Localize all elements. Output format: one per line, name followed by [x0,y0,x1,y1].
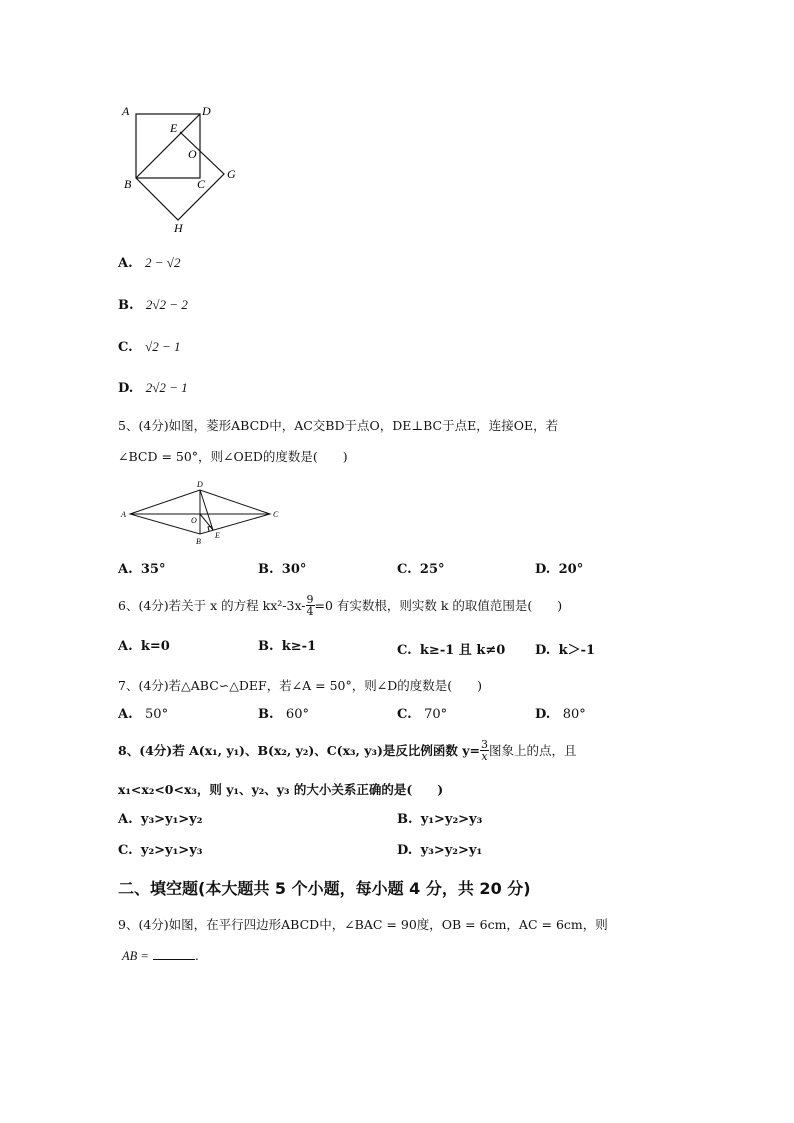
option-letter: B. [118,298,134,313]
square-begh [136,132,224,220]
label-c: C [197,177,206,191]
option-letter: C. [118,843,133,858]
q4-option-c-text: √2 − 1 [145,339,181,354]
q6-option-a-text: k=0 [140,639,170,654]
q4-option-d [118,380,188,396]
label-b: B [124,177,132,191]
q5-option-c [397,562,445,577]
q6-prefix: 6、(4分)若关于 x 的方程 kx²-3x- [118,598,306,613]
q8-stem [118,734,577,766]
label-o: O [191,516,197,525]
q6-option-b-text: k≥-1 [281,639,317,654]
q4-option-b [118,297,188,313]
label-e: E [215,531,220,540]
option-letter: D. [535,707,551,722]
q5-line1: 5、(4分)如图，菱形ABCD中，AC交BD于点O，DE⊥BC于点E，连接OE，若 [118,418,559,433]
figure-square-rotation-svg [118,100,248,240]
q8-option-a-text: y₃>y₁>y₂ [140,812,203,827]
label-b: B [196,537,201,546]
label-a: A [122,104,130,118]
option-letter: A. [118,639,133,654]
figure-rhombus-svg [120,478,290,546]
option-letter: C. [397,707,412,722]
option-letter: D. [535,562,551,577]
q7-option-c-text: 70° [424,707,448,722]
q6-option-a [118,639,170,654]
q4-option-b-text: 2√2 − 2 [145,297,188,312]
option-letter: A. [118,812,133,827]
q5-option-a [118,562,165,577]
q8-frac-num: 3 [480,737,488,751]
q8-fraction [480,739,489,762]
q7-option-d [535,707,586,722]
label-d: D [202,104,211,118]
option-letter: B. [397,812,413,827]
label-d: D [197,480,203,489]
option-letter: C. [397,562,412,577]
segment-de [200,490,213,530]
q4-option-d-text: 2√2 − 1 [145,380,188,395]
q4-option-a-text: 2 − √2 [145,255,181,270]
diagonal-bd [136,114,200,178]
q8-option-a [118,812,202,827]
q7-option-a-text: 50° [145,707,169,722]
option-letter: A. [118,562,133,577]
q5-option-d-text: 20° [558,562,584,577]
q8-suffix: 图象上的点，且 [488,743,577,758]
q4-option-c [118,339,180,355]
q5-line2: ∠BCD = 50°，则∠OED的度数是( ) [118,449,348,464]
q6-option-d-text: k＞-1 [558,643,596,658]
q7-option-c [397,707,447,722]
option-letter: C. [118,340,133,355]
option-letter: B. [258,562,274,577]
q9-line2-prefix: AB = [122,949,149,963]
label-h: H [174,221,183,235]
q9-line1: 9、(4分)如图，在平行四边形ABCD中，∠BAC = 90度，OB = 6cm，AC = 6cm，则 [118,917,608,932]
option-letter: B. [258,639,274,654]
segment-oe [200,514,213,530]
figure-rhombus [120,478,290,546]
option-letter: D. [118,381,134,396]
q4-option-a [118,255,180,271]
answer-blank[interactable] [153,947,195,960]
q8-line2: x₁<x₂<0<x₃，则 y₁、y₂、y₃ 的大小关系正确的是( ) [118,782,444,797]
q7-option-d-text: 80° [562,707,586,722]
q6-frac-den: 4 [306,604,314,618]
q8-frac-den: x [481,749,488,763]
q8-option-c [118,843,202,858]
q9-line2-suffix: . [194,948,199,963]
label-c: C [273,510,279,519]
q7-option-b-text: 60° [285,707,309,722]
q5-option-b-text: 30° [281,562,307,577]
q8-option-b-text: y₁>y₂>y₃ [420,812,483,827]
q5-option-b [258,562,306,577]
label-o: O [188,147,197,161]
q6-fraction [306,594,315,617]
q6-suffix: =0 有实数根，则实数 k 的取值范围是( ) [314,598,563,613]
q6-option-d [535,639,595,658]
q7-option-a [118,707,168,722]
figure-square-rotation [118,100,248,240]
option-letter: C. [397,643,412,658]
option-letter: D. [397,843,413,858]
q7-option-b [258,707,309,722]
q8-option-c-text: y₂>y₁>y₃ [140,843,203,858]
q5-option-c-text: 25° [419,562,445,577]
label-a: A [121,510,126,519]
q9-line2 [122,947,199,964]
option-letter: A. [118,256,133,271]
option-letter: B. [258,707,274,722]
q6-stem [118,590,562,620]
option-letter: D. [535,643,551,658]
q5-option-d [535,562,583,577]
q5-option-a-text: 35° [140,562,166,577]
q6-option-c-text: k≥-1 且 k≠0 [419,643,506,658]
q6-frac-num: 9 [306,592,314,606]
section-heading: 二、填空题(本大题共 5 个小题，每小题 4 分，共 20 分) [118,879,531,898]
q8-option-d-text: y₃>y₂>y₁ [420,843,483,858]
option-letter: A. [118,707,133,722]
q6-option-c [397,639,505,658]
q8-prefix: 8、(4分)若 A(x₁, y₁)、B(x₂, y₂)、C(x₃, y₃)是反比例函数 y= [118,743,480,758]
label-g: G [227,167,236,181]
q6-option-b [258,639,316,654]
q8-option-d [397,843,482,858]
label-e: E [170,121,178,135]
q8-option-b [397,812,482,827]
q7-stem: 7、(4分)若△ABC∽△DEF，若∠A = 50°，则∠D的度数是( ) [118,678,483,693]
